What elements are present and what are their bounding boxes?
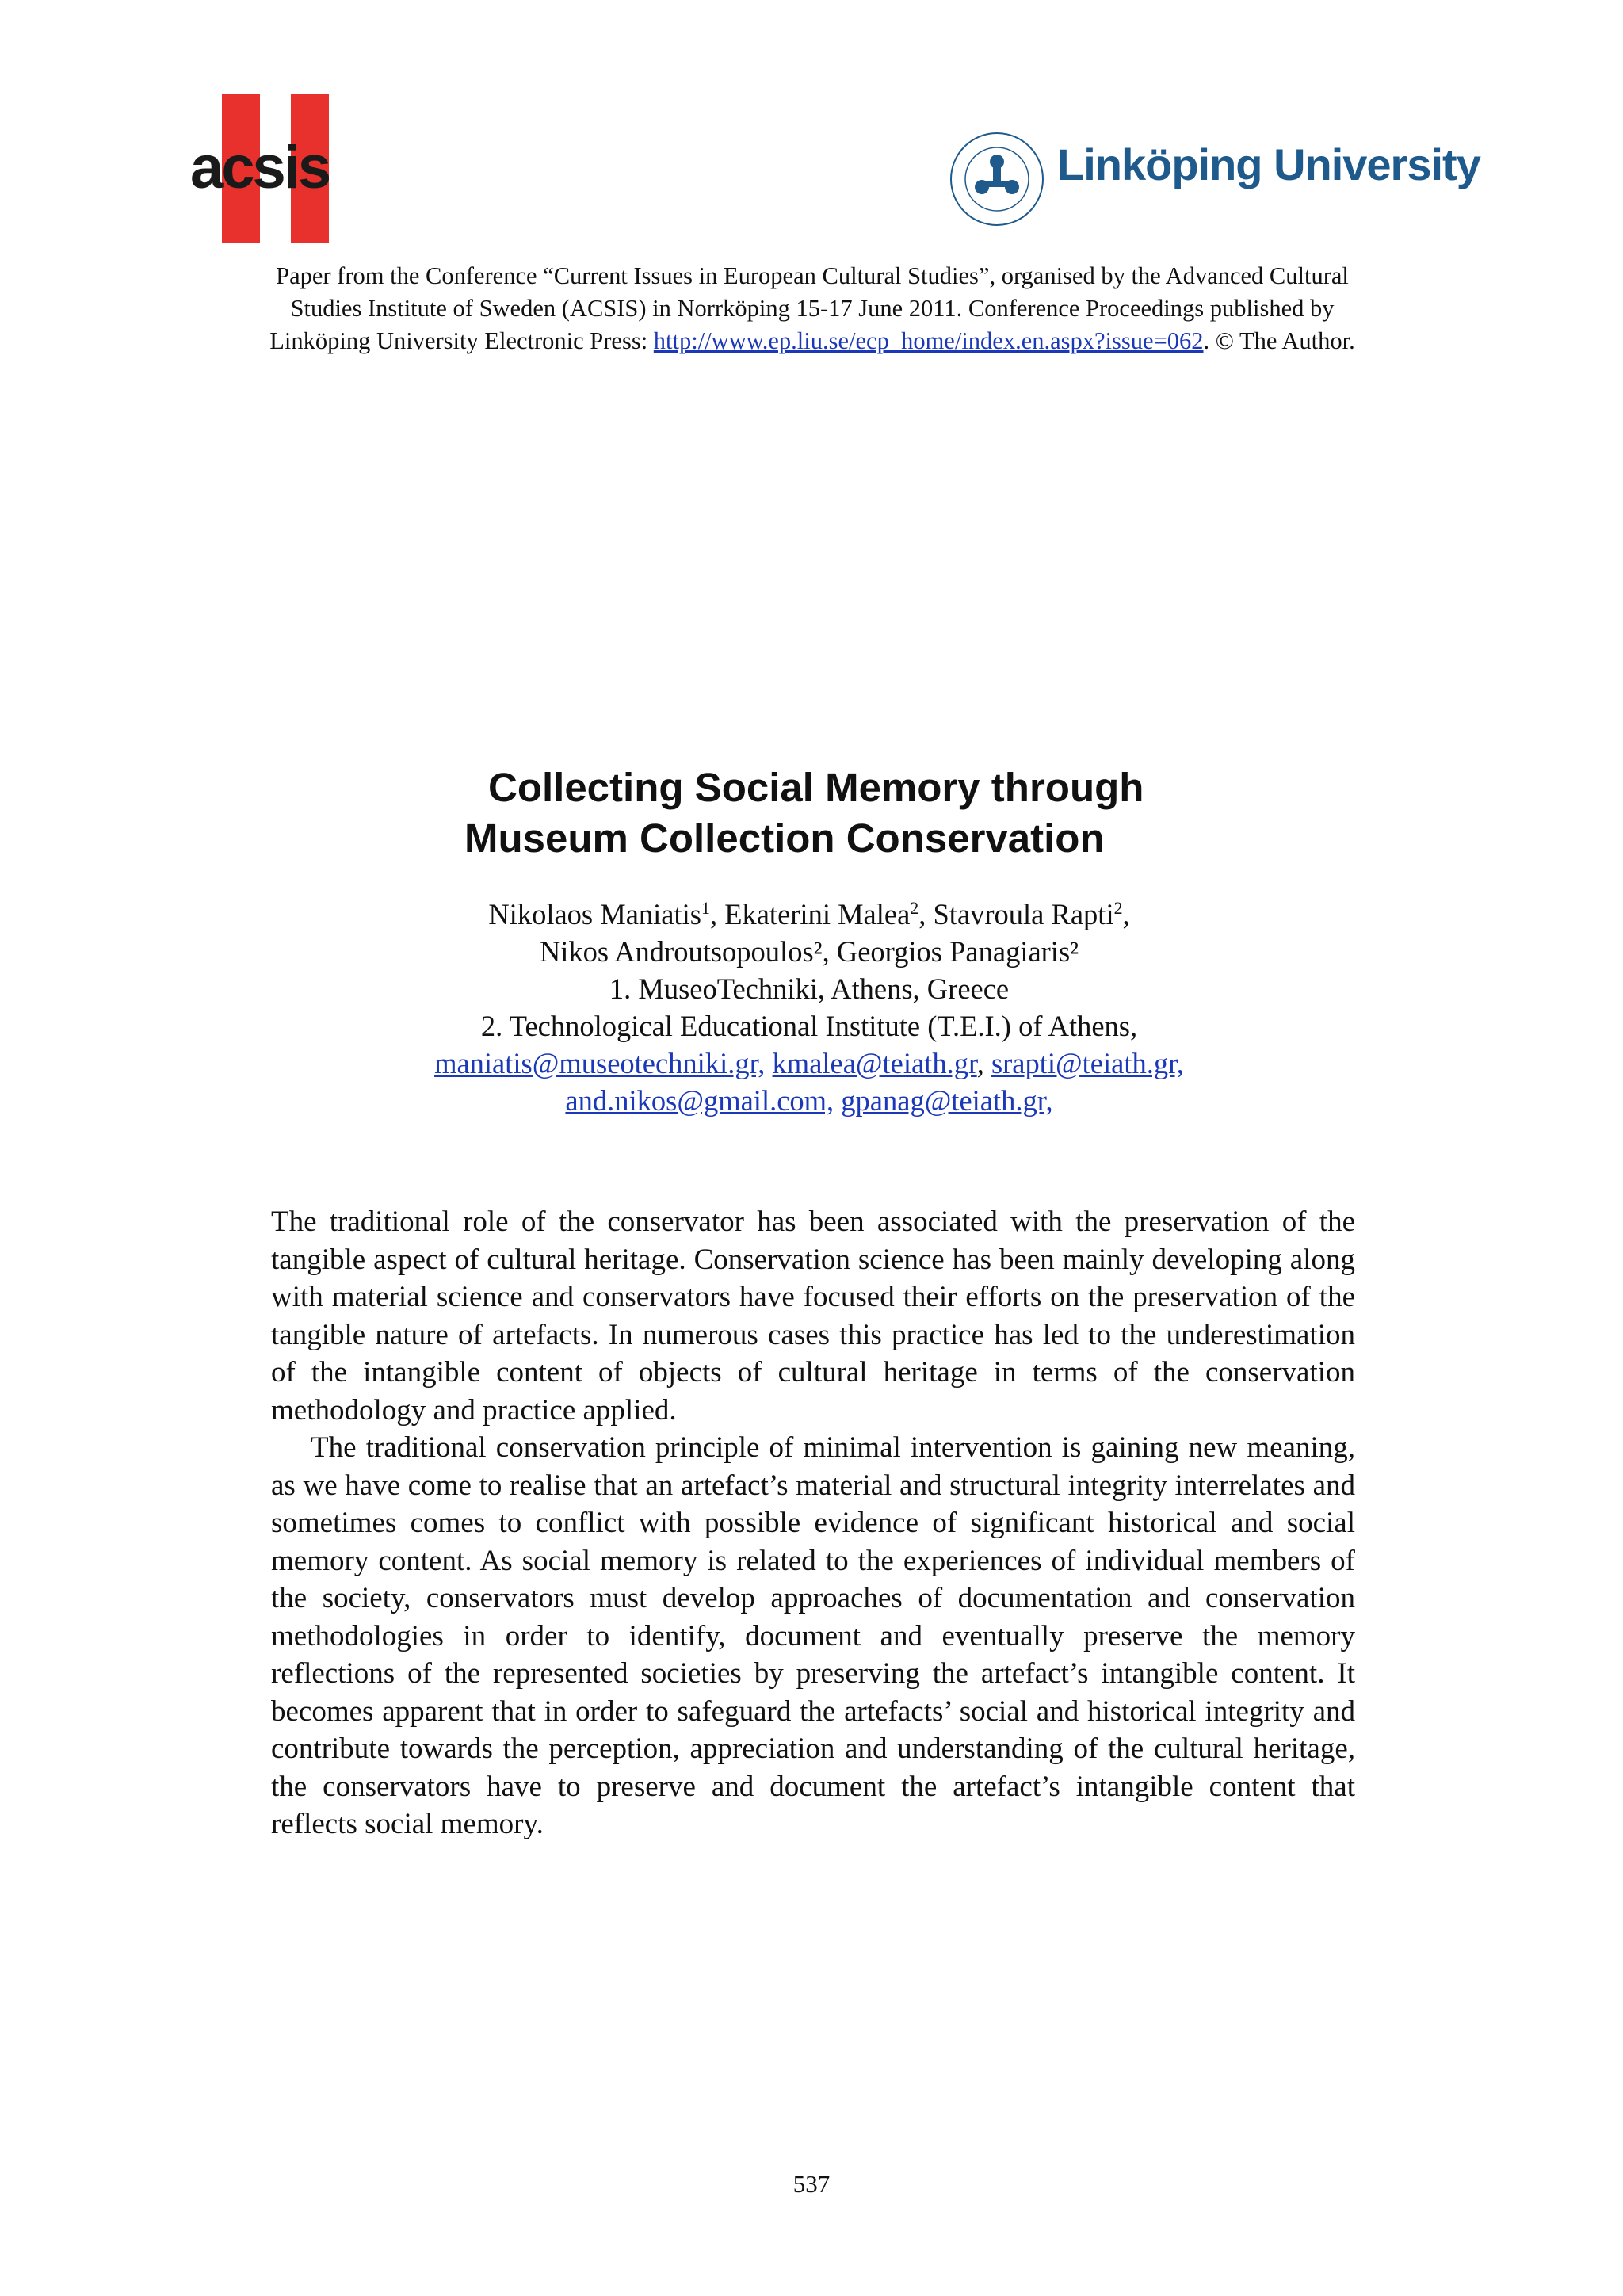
- authors-line-2: Nikos Androutsopoulos², Georgios Panagiaris²: [539, 935, 1079, 968]
- authors-line-1: Nikolaos Maniatis$^1$, Ekaterini Malea$^2$, Stavroula Rapti$^2$,: [488, 897, 1130, 930]
- conference-header: [190, 260, 1434, 357]
- email-link[interactable]: srapti@teiath.gr,: [991, 1047, 1184, 1079]
- email-link[interactable]: gpanag@teiath.gr,: [841, 1084, 1053, 1117]
- proceedings-link[interactable]: http://www.ep.liu.se/ecp_home/index.en.aspx?issue=062: [653, 327, 1204, 354]
- page-number: 537: [792, 2170, 831, 2198]
- header-line-2: Studies Institute of Sweden (ACSIS) in Norrköping 15-17 June 2011. Conference Proceedings published by: [290, 295, 1335, 322]
- title-line-1: Collecting Social Memory through: [488, 765, 1144, 810]
- email-link[interactable]: kmalea@teiath.gr: [772, 1047, 977, 1079]
- abstract: [271, 1203, 1355, 1843]
- emails-line-2: [301, 1082, 1317, 1119]
- header-line-3: Linköping University Electronic Press: http://www.ep.liu.se/ecp_home/index.en.aspx?issue=062. © The Author.: [269, 327, 1355, 354]
- affiliation-2: 2. Technological Educational Institute (T.E.I.) of Athens,: [480, 1010, 1138, 1042]
- paper-title: [412, 762, 1205, 864]
- liu-emblem-icon: [948, 130, 1046, 228]
- affiliation-1: 1. MuseoTechniki, Athens, Greece: [609, 972, 1010, 1005]
- emails-line-1: maniatis@museotechniki.gr, kmalea@teiath.gr, srapti@teiath.gr,: [434, 1047, 1184, 1079]
- author-block: [301, 896, 1317, 1119]
- acsis-logo: [190, 94, 341, 244]
- abstract-paragraph-2: The traditional conservation principle of minimal intervention is gaining new meaning, as we have come to realise that an artefact’s material and structural integrity interrelates and sometimes comes to conflict with possible evidence of significant historical and social memory content. As social memory is related to the experiences of individual members of the society, conservators must develop approaches of documentation and conservation methodologies in order to identify, document and eventually preserve the memory reflections of the represented societies by preserving the artefact’s intangible content. It becomes apparent that in order to safeguard the artefacts’ social and historical integrity and contribute towards the perception, appreciation and understanding of the cultural heritage, the conservators have to preserve and document the artefact’s intangible content that reflects social memory.: [271, 1431, 1355, 1840]
- header-line-1: Paper from the Conference “Current Issues in European Cultural Studies”, organised by the Advanced Cultural: [276, 262, 1349, 289]
- abstract-paragraph-1: The traditional role of the conservator has been associated with the preservation of the tangible aspect of cultural heritage. Conservation science has been mainly developing along with material science and conservators have focused their efforts on the preservation of the tangible nature of artefacts. In numerous cases this practice has led to the underestimation of the intangible content of objects of cultural heritage in terms of the conservation methodology and practice applied.: [271, 1205, 1355, 1427]
- email-link[interactable]: maniatis@museotechniki.gr,: [434, 1047, 766, 1079]
- email-link[interactable]: and.nikos@gmail.com,: [565, 1084, 834, 1117]
- title-line-2: Museum Collection Conservation: [464, 816, 1105, 861]
- acsis-logo-text: acsis: [190, 134, 330, 201]
- liu-logo-text: Linköping University: [1057, 139, 1480, 189]
